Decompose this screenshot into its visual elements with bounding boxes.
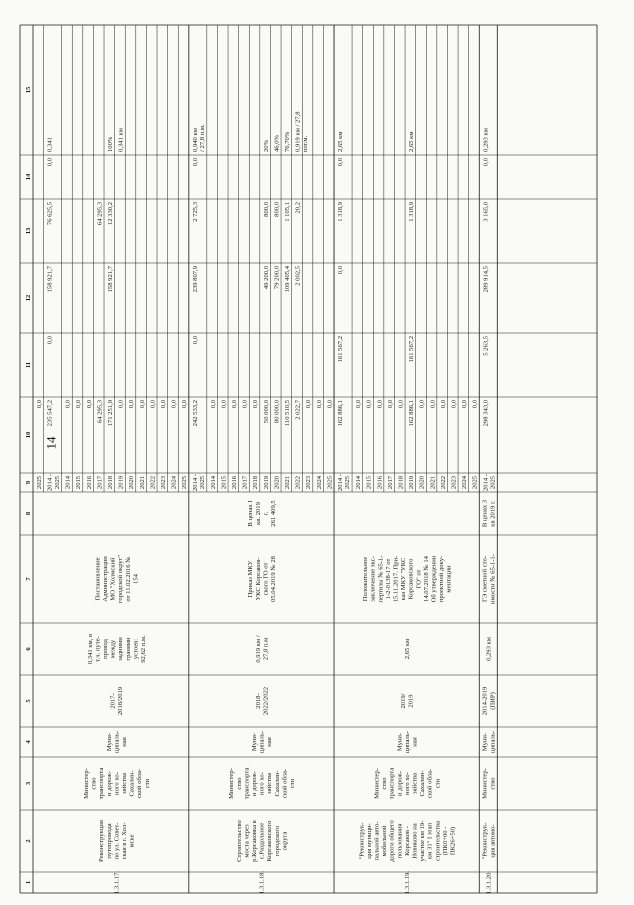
capacity-text: 0,293 км <box>485 637 493 661</box>
value-cell: 5 263,5 <box>482 336 490 356</box>
year-cell: 2019 <box>262 475 270 490</box>
code-text: 1.3.1.20. <box>485 870 493 895</box>
value-cell: 1 318,9 <box>337 202 345 222</box>
capacity-text: устоев: <box>132 638 140 660</box>
ownership-text: Муни- <box>396 732 404 752</box>
executor-text: Сахалин- <box>273 770 281 797</box>
executor-text: ного хо- <box>113 772 121 795</box>
name-text: путепровода <box>105 823 113 859</box>
value-cell: 0,0 <box>85 400 93 409</box>
name-text: ская в г. Хол- <box>121 822 129 860</box>
capacity-text: между <box>109 639 117 659</box>
executor-text: транспорта <box>388 767 396 800</box>
year-cell: 2025 <box>181 475 189 490</box>
year-cell: 2022 <box>294 475 302 490</box>
name-text: пользования <box>396 823 404 859</box>
column-number: 11 <box>25 361 32 369</box>
doc-text: Об утверждении <box>430 555 438 603</box>
value-cell: 158 921,7 <box>107 266 115 293</box>
value-cell: 0,0 <box>337 158 345 167</box>
ownership-text: ципаль- <box>258 730 266 754</box>
name-text: мобильной <box>381 825 389 857</box>
value-cell: 0,0 <box>355 400 363 409</box>
doc-text: каз МКУ "УКС <box>400 557 408 601</box>
value-cell: 0,0 <box>160 400 168 409</box>
value-cell: 109 405,4 <box>284 266 292 293</box>
doc-text: Корсаковского <box>407 558 415 600</box>
year-cell: 2018 <box>252 475 260 490</box>
name-text: ция автомо- <box>489 824 497 858</box>
name-text: ция муници- <box>365 823 373 859</box>
capacity-text: 2,65 км <box>403 638 411 660</box>
doc-text: проектной доку- <box>438 555 446 603</box>
year-cell: 2018 <box>397 475 405 490</box>
year-cell: 2024 <box>170 475 178 490</box>
executor-text: зяйства <box>121 773 129 794</box>
name-text: с.Раздольное <box>258 822 266 860</box>
table-grid <box>20 25 597 893</box>
capacity-text: гранями <box>124 637 132 661</box>
column-number: 5 <box>25 699 32 703</box>
year-cell: 2025 <box>36 475 43 490</box>
value-cell: 161 567,2 <box>408 336 416 363</box>
value-cell: 0,0 <box>46 336 54 345</box>
value-cell: 0,0 <box>461 400 469 409</box>
value-cell: 161 567,2 <box>337 336 345 363</box>
ownership-text: ципаль- <box>489 730 497 754</box>
year-cell: 2025 <box>326 475 334 490</box>
year-cell: 2024 <box>461 475 469 490</box>
doc-text: 154 <box>132 574 140 584</box>
value-cell: 158 921,7 <box>46 266 54 293</box>
column-number: 12 <box>25 294 32 302</box>
result-cell: 0,341 км <box>117 128 125 152</box>
estimate-text: 261 409,5 <box>270 500 278 527</box>
period-text: 2022/2022 <box>262 686 270 716</box>
value-cell: 0,0 <box>149 400 157 409</box>
doc-text: Администрации <box>102 556 110 602</box>
value-cell: 2 725,3 <box>191 202 199 222</box>
year-cell: 2014 - <box>337 473 345 492</box>
estimate-text: В ценах I <box>247 500 255 527</box>
doc-text: Положительное <box>362 556 370 602</box>
capacity-text: т.ч. путе- <box>94 636 102 662</box>
value-cell: 0,0 <box>418 400 426 409</box>
executor-text: ство <box>235 777 243 790</box>
value-cell: 0,0 <box>365 400 373 409</box>
executor-text: ство <box>90 777 98 790</box>
result-cell: 76,70% <box>284 131 292 152</box>
year-cell: 2014 <box>64 475 72 490</box>
year-cell: 2025 <box>344 475 352 490</box>
period-text: 2019/ <box>400 693 408 709</box>
value-cell: 1 105,1 <box>284 202 292 222</box>
value-cell: 0,0 <box>128 400 136 409</box>
value-cell: 2 022,7 <box>294 400 302 420</box>
column-number: 8 <box>25 511 32 516</box>
executor-text: транспорта <box>243 767 251 800</box>
year-cell: 2014 - <box>46 473 54 492</box>
executor-text: Министер- <box>373 768 381 799</box>
result-cell: 100% <box>107 136 115 152</box>
ownership-text: ципаль- <box>113 730 121 754</box>
value-cell: 0,0 <box>386 400 394 409</box>
value-cell: 239 807,9 <box>191 266 199 293</box>
result-cell: 20% <box>262 139 270 152</box>
value-cell: 2 002,5 <box>294 266 302 286</box>
value-cell: 162 886,1 <box>408 400 416 427</box>
year-cell: 2019 <box>408 475 416 490</box>
value-cell: 79 200,0 <box>273 266 281 290</box>
year-cell: 2021 <box>138 475 146 490</box>
year-cell: 2021 <box>429 475 437 490</box>
executor-text: зяйства <box>411 773 419 794</box>
value-cell: 3 165,0 <box>482 202 490 222</box>
ownership-text: ципаль- <box>403 730 411 754</box>
year-cell: 2025 <box>199 475 207 490</box>
column-number: 6 <box>25 647 32 651</box>
value-cell: 0,0 <box>241 400 249 409</box>
value-cell: 0,0 <box>231 400 239 409</box>
ownership-text: ная <box>121 737 129 747</box>
name-text: дороги общего <box>388 820 396 862</box>
value-cell: 0,0 <box>326 400 334 409</box>
doc-text: ГО" от <box>415 569 423 589</box>
executor-text: ного хо- <box>258 772 266 795</box>
year-cell: 2016 <box>231 475 239 490</box>
executor-text: и дорож- <box>396 770 404 797</box>
executor-text: ской обла- <box>281 768 289 799</box>
value-cell: 110 510,5 <box>284 400 292 427</box>
executor-text: ство <box>381 777 389 790</box>
result-cell: 0,293 км <box>482 128 490 152</box>
value-cell: 0,0 <box>439 400 447 409</box>
value-cell: 80 000,0 <box>273 400 281 424</box>
executor-text: ской обла- <box>426 768 434 799</box>
year-cell: 2019 <box>117 475 125 490</box>
year-cell: 2020 <box>273 475 281 490</box>
year-cell: 2014 - <box>482 473 490 492</box>
executor-text: и дорож- <box>105 770 113 797</box>
result-cell: пог.м. <box>301 135 309 152</box>
executor-text: Министер- <box>83 768 91 799</box>
year-cell: 2024 <box>315 475 323 490</box>
value-cell: 242 533,2 <box>191 400 199 427</box>
executor-text: Министер- <box>481 768 489 799</box>
year-cell: 2022 <box>439 475 447 490</box>
doc-text: ского ГО от <box>262 562 270 596</box>
doc-text: Постановление <box>94 557 102 601</box>
code-text: 1.3.1.19. <box>403 870 411 895</box>
value-cell: 0,0 <box>376 400 384 409</box>
year-cell: 2014 <box>209 475 217 490</box>
column-number: 14 <box>25 173 32 181</box>
table-cells <box>25 86 496 894</box>
doc-text: пертизы № 65-1- <box>377 555 385 603</box>
doc-text: ГЭ сметной сто- <box>481 556 489 602</box>
year-cell: 2017 <box>96 475 104 490</box>
capacity-text: 92,62 п.м. <box>140 635 148 663</box>
value-cell: 800,0 <box>262 202 270 217</box>
value-cell: 0,0 <box>209 400 217 409</box>
executor-text: Сахалин- <box>128 770 136 797</box>
year-cell: 2016 <box>85 475 93 490</box>
value-cell: 0,0 <box>64 400 72 409</box>
year-cell: 2023 <box>305 475 313 490</box>
value-cell: 0,0 <box>471 400 479 409</box>
value-cell: 0,0 <box>252 400 260 409</box>
value-cell: 0,0 <box>191 158 199 167</box>
value-cell: 171 251,9 <box>107 400 115 427</box>
year-cell: 2023 <box>160 475 168 490</box>
doc-text: городской округ" <box>117 554 125 604</box>
result-cell: 0,940 км <box>191 128 199 152</box>
executor-text: Сахалин- <box>419 770 427 797</box>
value-cell: 0,0 <box>75 400 83 409</box>
name-text: "Реконструк- <box>358 822 366 860</box>
result-cell: 2,65 км <box>408 131 416 152</box>
capacity-text: задними <box>117 637 125 661</box>
value-cell: 0,0 <box>117 400 125 409</box>
name-text: ПК26+50) <box>449 826 457 856</box>
name-text: городского <box>273 825 281 857</box>
executor-text: зяйства <box>266 773 274 794</box>
name-text: пальной авто- <box>373 821 381 861</box>
year-cell: 2025 <box>489 475 497 490</box>
doc-text: МО "Холмский <box>109 557 117 601</box>
capacity-text: 0,341 км, в <box>86 633 94 665</box>
capacity-text: 27,8 п.м <box>262 637 270 661</box>
ownership-text: ная <box>266 737 274 747</box>
value-cell: 0,0 <box>305 400 313 409</box>
name-text: Реконструкция <box>98 820 106 862</box>
name-text: округа <box>281 831 289 851</box>
year-cell: 2021 <box>284 475 292 490</box>
name-text: Корсаков - <box>403 826 411 856</box>
name-text: "Реконструк- <box>481 822 489 860</box>
result-cell: 0,341 <box>46 137 54 152</box>
name-text: участке км 19- <box>419 820 427 862</box>
year-cell: 2025 <box>53 475 61 490</box>
value-cell: 64 295,3 <box>96 400 104 424</box>
year-cell: 2014 <box>355 475 363 490</box>
doc-text: 1-2-0138-17 от <box>384 558 392 600</box>
period-text: 2018/2019 <box>117 686 125 716</box>
year-cell: 2016 <box>376 475 384 490</box>
column-number: 7 <box>25 577 32 581</box>
doc-text: УКС Корсаков- <box>254 557 262 601</box>
period-text: (ПИР) <box>489 692 497 710</box>
name-text: Корсаковского <box>266 820 274 862</box>
value-cell: 49 200,0 <box>262 266 270 290</box>
page-number: 14 <box>43 436 59 450</box>
value-cell: 0,0 <box>482 158 490 167</box>
name-text: км 31" I этап <box>426 823 434 859</box>
name-text: по ул. Совет- <box>113 822 121 860</box>
value-cell: 50 000,0 <box>262 400 270 424</box>
year-cell: 2017 <box>241 475 249 490</box>
name-text: Строительство <box>235 820 243 862</box>
value-cell: 12 330,2 <box>107 202 115 226</box>
value-cell: 0,0 <box>220 400 228 409</box>
executor-text: сти <box>434 778 442 789</box>
year-cell: 2015 <box>365 475 373 490</box>
year-cell: 2018 <box>107 475 115 490</box>
value-cell: 289 914,5 <box>482 266 490 293</box>
value-cell: 800,0 <box>273 202 281 217</box>
value-cell: 235 547,2 <box>46 400 54 427</box>
value-cell: 0,0 <box>138 400 146 409</box>
column-number: 10 <box>25 431 32 439</box>
doc-text: 05.04.2019 № 28 <box>270 556 278 602</box>
column-number: 15 <box>25 86 32 94</box>
doc-text: от 11.02.2016 № <box>124 556 132 602</box>
ownership-text: Муни- <box>481 732 489 752</box>
period-text: 2019 <box>407 694 415 708</box>
estimate-text: г. <box>262 511 270 516</box>
value-cell: 0,0 <box>429 400 437 409</box>
value-cell: 0,0 <box>450 400 458 409</box>
period-text: 2018- <box>254 693 262 709</box>
estimate-text: кв. 2019 <box>254 502 262 525</box>
year-cell: 2014 - <box>191 473 199 492</box>
name-text: (ПК0+00 - <box>441 826 449 856</box>
capacity-text: 0,919 км / <box>254 635 262 663</box>
executor-text: и дорож- <box>251 770 259 797</box>
value-cell: 0,0 <box>191 336 199 345</box>
name-text: моста через <box>243 824 251 858</box>
doc-text: Приказ МКУ <box>247 560 255 598</box>
code-text: 1.3.1.18. <box>258 870 266 895</box>
year-cell: 2025 <box>471 475 479 490</box>
year-cell: 2020 <box>418 475 426 490</box>
value-cell: 0,0 <box>397 400 405 409</box>
value-cell: 298 343,0 <box>482 400 490 427</box>
ownership-text: ная <box>411 737 419 747</box>
code-text: 1.3.1.17. <box>113 870 121 895</box>
name-text: Новиково на <box>411 823 419 859</box>
value-cell: 1 318,9 <box>408 202 416 222</box>
column-number: 9 <box>25 480 32 485</box>
executor-text: сти <box>289 778 297 789</box>
estimate-text: В ценах 3 <box>481 499 489 528</box>
value-cell: 64 295,3 <box>96 202 104 226</box>
value-cell: 0,0 <box>36 400 43 409</box>
executor-text: сти <box>143 778 151 789</box>
value-cell: 0,0 <box>46 158 54 167</box>
value-cell: 0,0 <box>170 400 178 409</box>
doc-text: ментации <box>445 565 453 593</box>
executor-text: ство <box>489 777 497 790</box>
doc-text: заключение экс- <box>369 556 377 602</box>
column-number: 13 <box>25 227 32 235</box>
name-text: р.Корсаковка в <box>251 820 259 862</box>
capacity-text: провод <box>102 639 110 659</box>
executor-text: Министер- <box>228 768 236 799</box>
year-cell: 2023 <box>450 475 458 490</box>
name-text: мске <box>128 834 136 848</box>
value-cell: 162 886,1 <box>337 400 345 427</box>
ownership-text: Муни- <box>251 732 259 752</box>
executor-text: ного хо- <box>403 772 411 795</box>
column-number: 4 <box>25 740 32 744</box>
ownership-text: Муни- <box>105 732 113 752</box>
year-cell: 2015 <box>75 475 83 490</box>
column-number: 2 <box>25 839 32 843</box>
year-cell: 2015 <box>220 475 228 490</box>
executor-text: ской обла- <box>136 768 144 799</box>
result-cell: / 27,8 п.м. <box>199 124 207 152</box>
result-cell: 2,65 км <box>337 131 345 152</box>
value-cell: 0,0 <box>181 400 189 409</box>
result-cell: 46,0% <box>273 134 281 152</box>
period-text: 2014-2019 <box>481 686 489 716</box>
value-cell: 20,2 <box>294 202 302 214</box>
doc-text: 14.07.2018 № 14 <box>422 556 430 602</box>
year-cell: 2020 <box>128 475 136 490</box>
year-cell: 2017 <box>386 475 394 490</box>
executor-text: транспорта <box>98 767 106 800</box>
doc-text: имости № 65-1-1- <box>489 554 497 604</box>
doc-text: 15.11.2017. При- <box>392 555 400 603</box>
column-number: 1 <box>25 880 32 885</box>
result-cell: 0,919 км / 27,8 <box>294 111 302 152</box>
year-cell: 2022 <box>149 475 157 490</box>
value-cell: 0,0 <box>315 400 323 409</box>
value-cell: 76 625,5 <box>46 202 54 226</box>
value-cell: 0,0 <box>337 266 345 275</box>
name-text: строительства <box>434 821 442 861</box>
period-text: 2017- <box>109 693 117 709</box>
estimate-text: кв 2019 г. <box>489 500 497 527</box>
column-number: 3 <box>25 781 32 786</box>
